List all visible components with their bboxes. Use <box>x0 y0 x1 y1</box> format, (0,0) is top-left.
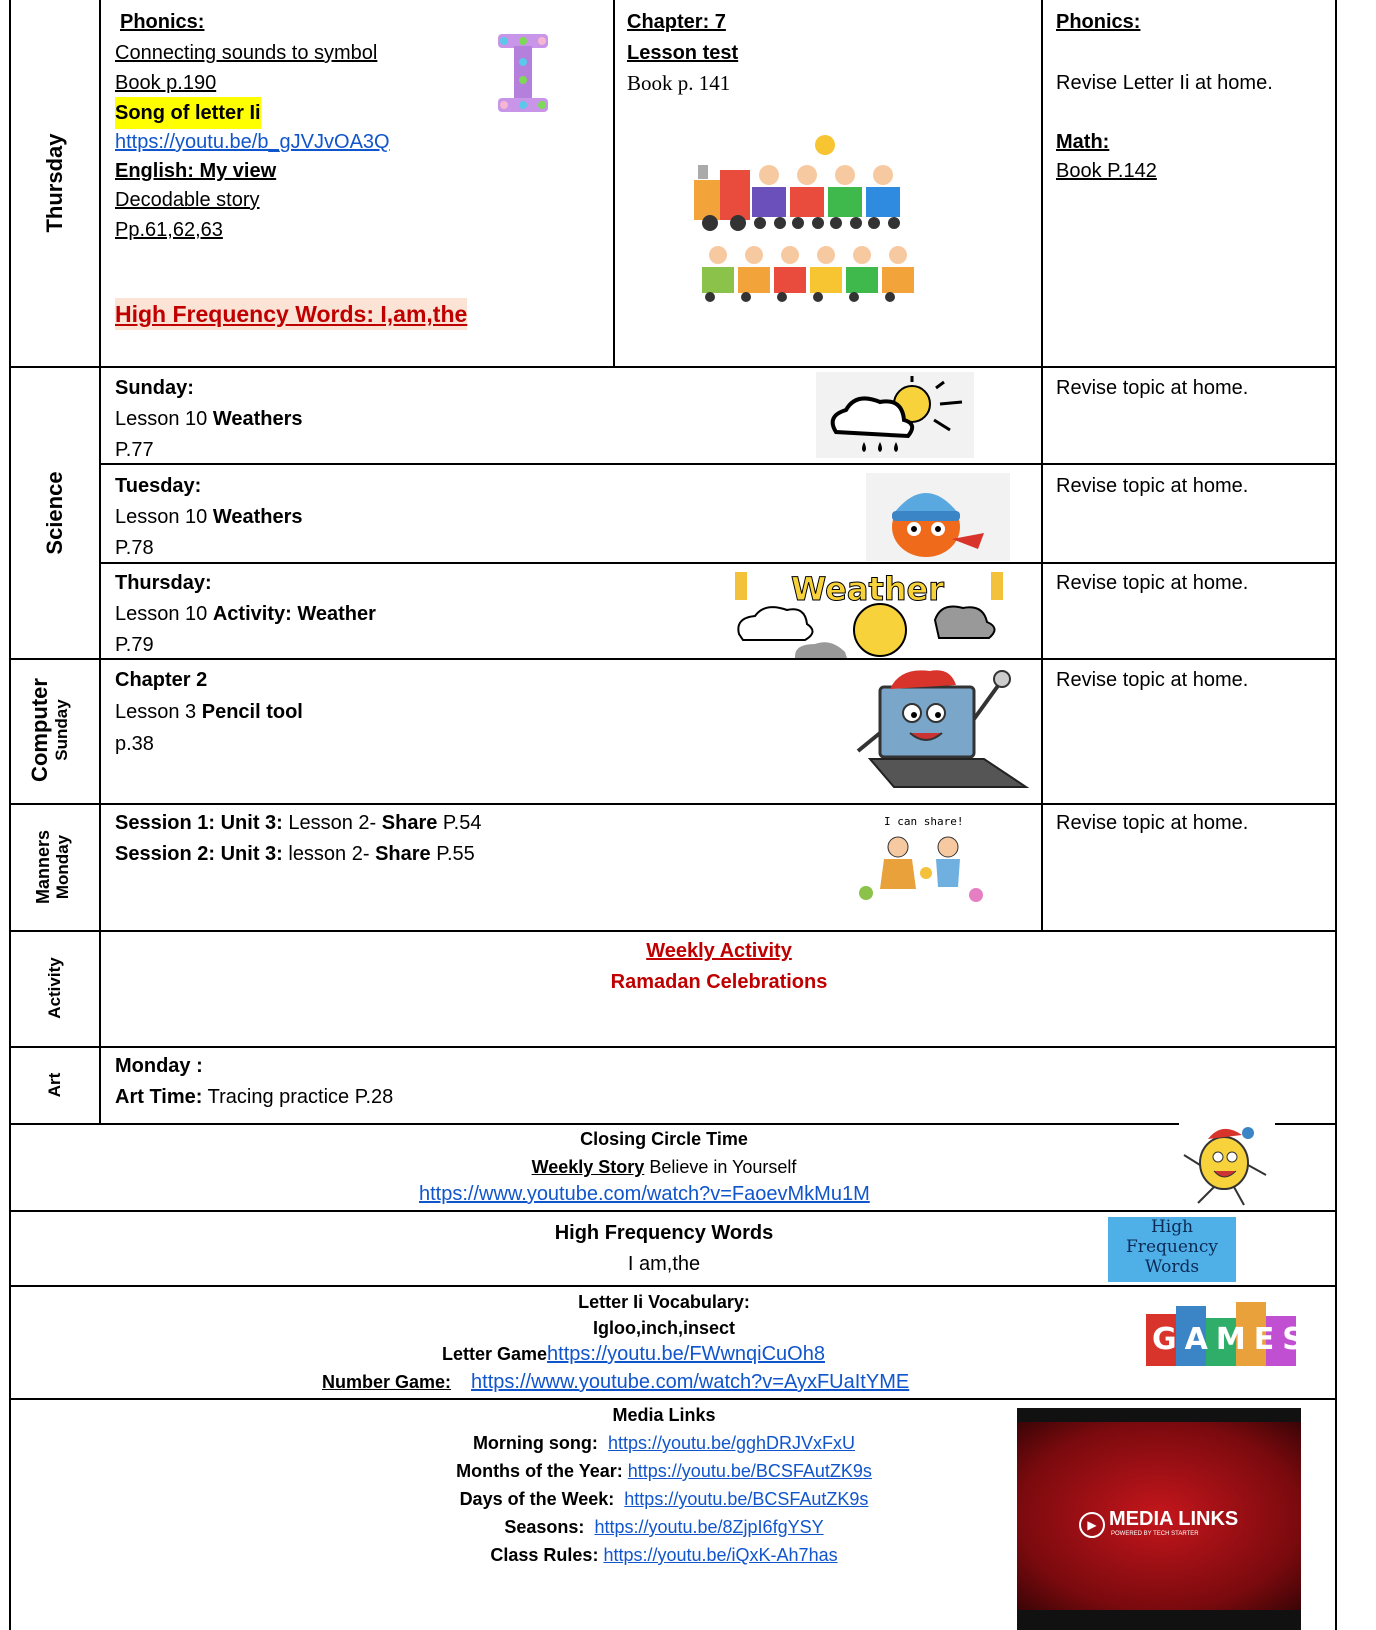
vocab-title: Letter Ii Vocabulary: <box>578 1292 750 1312</box>
sharing-kids-image <box>836 807 1016 911</box>
games-image-text: GAMES <box>1152 1322 1312 1357</box>
row-label-art: Art <box>45 1072 64 1098</box>
art-label: Art Time: <box>115 1086 203 1108</box>
session-topic: Share <box>375 843 431 865</box>
games-image <box>1142 1292 1312 1374</box>
media-item-link[interactable]: https://youtu.be/iQxK-Ah7has <box>603 1545 838 1565</box>
science-sunday-lesson <box>115 403 303 435</box>
media-item-label: Class Rules: <box>490 1545 599 1565</box>
laptop-mascot-image <box>850 663 1030 793</box>
row-divider <box>9 1398 1337 1400</box>
media-item-link[interactable]: https://youtu.be/8ZjpI6fgYSY <box>594 1517 824 1537</box>
manners-session-2 <box>115 838 475 870</box>
col-divider <box>1041 0 1043 932</box>
weekly-story <box>9 1153 1319 1181</box>
row-divider <box>9 658 1337 660</box>
weather-banner-text: Weather <box>791 572 945 608</box>
row-divider <box>101 562 1337 564</box>
session-lesson: lesson 2- <box>282 843 376 865</box>
counting-train-image <box>690 125 930 310</box>
weekly-activity-title: Weekly Activity <box>646 940 792 962</box>
science-thursday-page: P.79 <box>115 634 154 656</box>
vocab-words: Igloo,inch,insect <box>592 1318 735 1338</box>
col-divider <box>613 0 615 366</box>
math-heading: Math: <box>1056 131 1110 153</box>
sharing-caption: I can share! <box>884 815 964 828</box>
row-divider <box>9 366 1337 368</box>
phonics-heading: Phonics: <box>120 11 205 33</box>
row-label-activity: Activity <box>45 957 64 1019</box>
number-game-link[interactable]: https://www.youtube.com/watch?v=AyxFUaItYME <box>471 1371 910 1393</box>
song-label: Song of letter Ii <box>115 97 261 129</box>
closing-story-link[interactable]: https://www.youtube.com/watch?v=FaoevMkMu1M <box>419 1183 870 1205</box>
play-icon: ▶ <box>1079 1512 1105 1538</box>
science-sunday-page: P.77 <box>115 439 154 461</box>
manners-sublabel: Monday <box>53 834 72 900</box>
computer-note: Revise topic at home. <box>1056 669 1249 691</box>
media-item-label: Days of the Week: <box>459 1489 615 1509</box>
connecting-sounds: Connecting sounds to symbol <box>115 42 378 64</box>
closing-title: Closing Circle Time <box>580 1129 748 1149</box>
song-link[interactable]: https://youtu.be/b_gJVJvOA3Q <box>115 131 390 153</box>
computer-page: p.38 <box>115 733 154 755</box>
hfw-image-line: High <box>1150 1217 1194 1237</box>
science-sunday-day: Sunday: <box>115 377 194 399</box>
science-tuesday-page: P.78 <box>115 537 154 559</box>
lesson-prefix: Lesson 10 <box>115 408 213 430</box>
media-image-title: MEDIA LINKS <box>1109 1508 1239 1530</box>
math-book-page: Book p. 141 <box>627 71 731 95</box>
art-text: Tracing practice P.28 <box>202 1086 394 1108</box>
science-tuesday-note: Revise topic at home. <box>1056 475 1249 497</box>
weekly-story-title: Believe in Yourself <box>644 1157 797 1177</box>
science-thursday-lesson <box>115 598 376 630</box>
science-tuesday-day: Tuesday: <box>115 475 202 497</box>
media-item-link[interactable]: https://youtu.be/BCSFAutZK9s <box>627 1461 872 1481</box>
winter-emoji-icon <box>866 473 1010 561</box>
number-game-label: Number Game: <box>322 1372 452 1392</box>
session-topic: Share <box>381 812 438 834</box>
lesson-title: Pencil tool <box>201 701 303 723</box>
lesson-prefix: Lesson 10 <box>115 506 213 528</box>
phonics-homework-heading: Phonics: <box>1056 11 1141 33</box>
hfw-image-line: Words <box>1144 1257 1200 1277</box>
hfw-image-line: Frequency <box>1126 1237 1218 1257</box>
art-activity <box>115 1081 393 1113</box>
session-page: P.54 <box>437 812 482 834</box>
computer-sublabel: Sunday <box>52 699 71 761</box>
weekly-story-label: Weekly Story <box>531 1157 645 1177</box>
lesson-title: Weathers <box>212 408 303 430</box>
science-thursday-day: Thursday: <box>115 572 212 594</box>
manners-session-1 <box>115 807 481 839</box>
media-item-label: Months of the Year: <box>456 1461 623 1481</box>
row-label-computer <box>29 678 73 782</box>
media-item-label: Morning song: <box>472 1433 598 1453</box>
weekly-activity-subtitle: Ramadan Celebrations <box>610 971 828 993</box>
computer-chapter: Chapter 2 <box>115 669 208 691</box>
dancing-mascot-image <box>1178 1115 1278 1207</box>
lesson-test-label: Lesson test <box>627 42 739 64</box>
row-divider <box>9 1285 1337 1287</box>
letter-game-label: Letter Game <box>442 1344 548 1364</box>
science-thursday-note: Revise topic at home. <box>1056 572 1249 594</box>
row-label-thursday: Thursday <box>42 133 67 233</box>
story-pages: Pp.61,62,63 <box>115 219 223 241</box>
hfw-image <box>1108 1217 1236 1282</box>
math-book-homework: Book P.142 <box>1056 160 1157 182</box>
media-item-link[interactable]: https://youtu.be/BCSFAutZK9s <box>624 1489 869 1509</box>
weather-banner-image <box>735 572 1017 658</box>
lesson-prefix: Lesson 10 <box>115 603 213 625</box>
session-label: Session 1: Unit 3: <box>115 812 283 834</box>
row-divider <box>101 463 1337 465</box>
row-divider <box>9 1046 1337 1048</box>
row-label-manners <box>33 830 73 904</box>
hfw-note: High Frequency Words: I,am,the <box>115 298 467 330</box>
lesson-title: Weathers <box>212 506 303 528</box>
hfw-words: I am,the <box>627 1253 701 1275</box>
row-divider <box>9 803 1337 805</box>
media-item-link[interactable]: https://youtu.be/gghDRJVxFxU <box>607 1433 856 1453</box>
letter-i-image <box>494 32 552 114</box>
row-label-science: Science <box>42 471 67 555</box>
manners-label: Manners <box>33 829 53 905</box>
row-divider <box>9 930 1337 932</box>
revise-letter-note: Revise Letter Ii at home. <box>1056 72 1273 94</box>
letter-game-link[interactable]: https://youtu.be/FWwnqiCuOh8 <box>547 1343 825 1365</box>
lesson-title: Activity: Weather <box>212 603 376 625</box>
manners-note: Revise topic at home. <box>1056 812 1249 834</box>
computer-lesson <box>115 696 303 728</box>
media-title: Media Links <box>612 1405 716 1425</box>
session-label: Session 2: Unit 3: <box>115 843 283 865</box>
science-sunday-note: Revise topic at home. <box>1056 377 1249 399</box>
computer-label: Computer <box>27 678 52 782</box>
chapter-label: Chapter: 7 <box>627 11 726 33</box>
session-page: P.55 <box>430 843 475 865</box>
media-item-label: Seasons: <box>504 1517 585 1537</box>
media-image-subtitle: POWERED BY TECH STARTER <box>1111 1531 1199 1537</box>
hfw-title: High Frequency Words <box>554 1222 774 1244</box>
english-heading: English: My view <box>115 160 277 182</box>
session-lesson: Lesson 2- <box>282 812 382 834</box>
media-links-image <box>1017 1408 1301 1630</box>
row-divider <box>9 1210 1337 1212</box>
book-page: Book p.190 <box>115 72 217 94</box>
decodable-story: Decodable story <box>115 189 260 211</box>
rain-sun-icon <box>816 372 974 458</box>
lesson-prefix: Lesson 3 <box>115 701 202 723</box>
science-tuesday-lesson <box>115 501 303 533</box>
letter-game-row <box>442 1340 825 1368</box>
number-game-row <box>322 1368 909 1396</box>
art-day: Monday : <box>115 1055 203 1077</box>
